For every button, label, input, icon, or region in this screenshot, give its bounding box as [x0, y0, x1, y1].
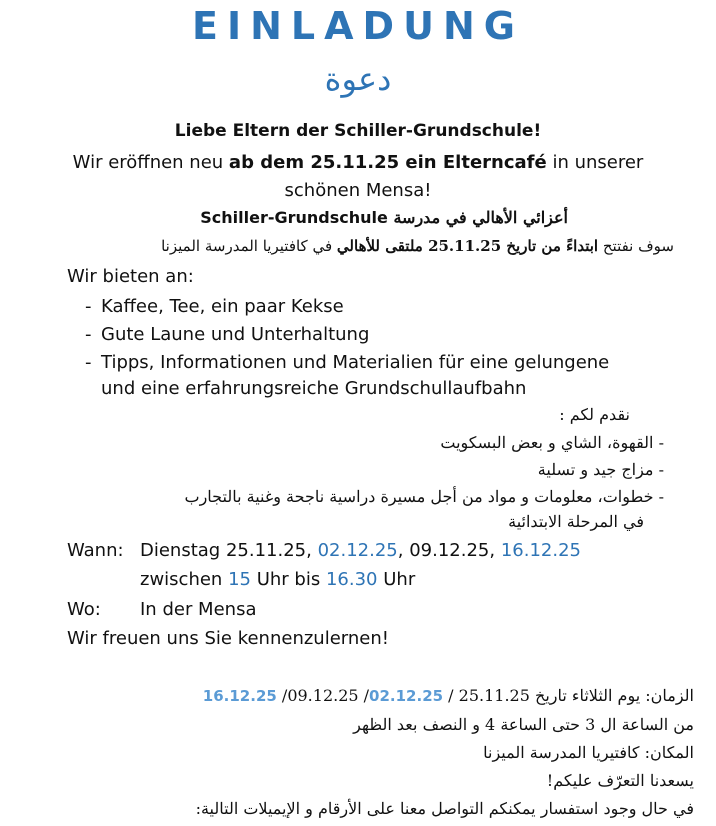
intro-ar-post: في كافتيريا المدرسة الميزنا	[161, 237, 333, 255]
time-de	[140, 569, 415, 590]
intro-de-line2: schönen Mensa!	[284, 180, 432, 201]
title-arabic: دعوة	[324, 60, 392, 98]
closing-ar: يسعدنا التعرّف عليكم!	[546, 771, 694, 790]
where-de: In der Mensa	[140, 599, 257, 620]
offer-item-de: - Kaffee, Tee, ein paar Kekse	[85, 296, 344, 317]
contact-ar: في حال وجود استفسار يمكنكم التواصل معنا على الأرقام و الإيميلات التالية:	[195, 799, 694, 818]
title: EINLADUNG	[192, 4, 524, 48]
greeting-ar-school: Schiller-Grundschule	[200, 208, 388, 227]
offer-heading-de: Wir bieten an:	[67, 266, 194, 287]
date-2: 02.12.25	[317, 540, 398, 561]
time-ar: من الساعة ال 3 حتى الساعة 4 و النصف بعد الظهر	[353, 715, 694, 734]
when-ar-pre: الزمان: يوم الثلاثاء تاريخ 25.11.25 /	[448, 686, 694, 705]
when-ar-date-2: 02.12.25	[369, 687, 444, 705]
offer-item-de: - Tipps, Informationen und Materialien für eine gelungene	[85, 352, 610, 373]
dates-de	[140, 540, 581, 561]
date-3: 09.12.25,	[409, 540, 496, 561]
date-sep: ,	[397, 540, 404, 561]
intro-ar-bold: ابتداءً من تاريخ 25.11.25 ملتقى للأهالي	[336, 237, 599, 255]
time-end: 16.30	[325, 569, 378, 590]
intro-ar	[161, 237, 674, 255]
when-ar-date-4: 16.12.25	[202, 687, 277, 705]
intro-ar-pre: سوف نفتتح	[602, 237, 674, 255]
where-label-de: Wo:	[67, 599, 101, 620]
offer-item-ar: - القهوة، الشاي و بعض البسكويت	[440, 433, 664, 452]
greeting-ar	[200, 208, 568, 227]
intro-de	[0, 152, 716, 173]
offer-item-ar: - مزاج جيد و تسلية	[537, 460, 664, 479]
offer-item-ar-text: القهوة، الشاي و بعض البسكويت	[440, 433, 654, 452]
offer-item-de-text: Gute Laune und Unterhaltung	[101, 324, 370, 345]
intro-de-pre: Wir eröffnen neu	[72, 152, 229, 173]
when-ar	[203, 686, 694, 705]
date-4: 16.12.25	[500, 540, 581, 561]
intro-de-bold: ab dem 25.11.25 ein Elterncafé	[228, 152, 547, 173]
intro-de-post: in unserer	[546, 152, 644, 173]
time-start: 15	[228, 569, 251, 590]
time-suffix: Uhr	[383, 569, 416, 590]
when-ar-mid: / 09.12.25/	[281, 686, 370, 705]
offer-item-de: - Gute Laune und Unterhaltung	[85, 324, 370, 345]
closing-de: Wir freuen uns Sie kennenzulernen!	[67, 628, 389, 649]
time-prefix: zwischen	[140, 569, 223, 590]
date-1: Dienstag 25.11.25,	[140, 540, 312, 561]
greeting-de: Liebe Eltern der Schiller-Grundschule!	[174, 121, 542, 141]
time-mid: Uhr bis	[256, 569, 321, 590]
offer-heading-ar: نقدم لكم :	[559, 405, 630, 424]
offer-item-ar-continued: في المرحلة الابتدائية	[508, 512, 644, 531]
greeting-ar-pre: أعزائي الأهالي في مدرسة	[393, 208, 568, 227]
offer-item-ar: - خطوات، معلومات و مواد من أجل مسيرة دراسية ناجحة وغنية بالتجارب	[184, 487, 664, 506]
when-label-de: Wann:	[67, 540, 124, 561]
offer-item-ar-text: خطوات، معلومات و مواد من أجل مسيرة دراسية ناجحة وغنية بالتجارب	[184, 487, 654, 506]
offer-item-de-continued: und eine erfahrungsreiche Grundschullaufbahn	[101, 378, 527, 399]
offer-item-de-text: Tipps, Informationen und Materialien für eine gelungene	[101, 352, 610, 373]
offer-item-de-text: Kaffee, Tee, ein paar Kekse	[101, 296, 344, 317]
place-ar: المكان: كافتيريا المدرسة الميزنا	[483, 743, 694, 762]
offer-item-ar-text: مزاج جيد و تسلية	[537, 460, 654, 479]
